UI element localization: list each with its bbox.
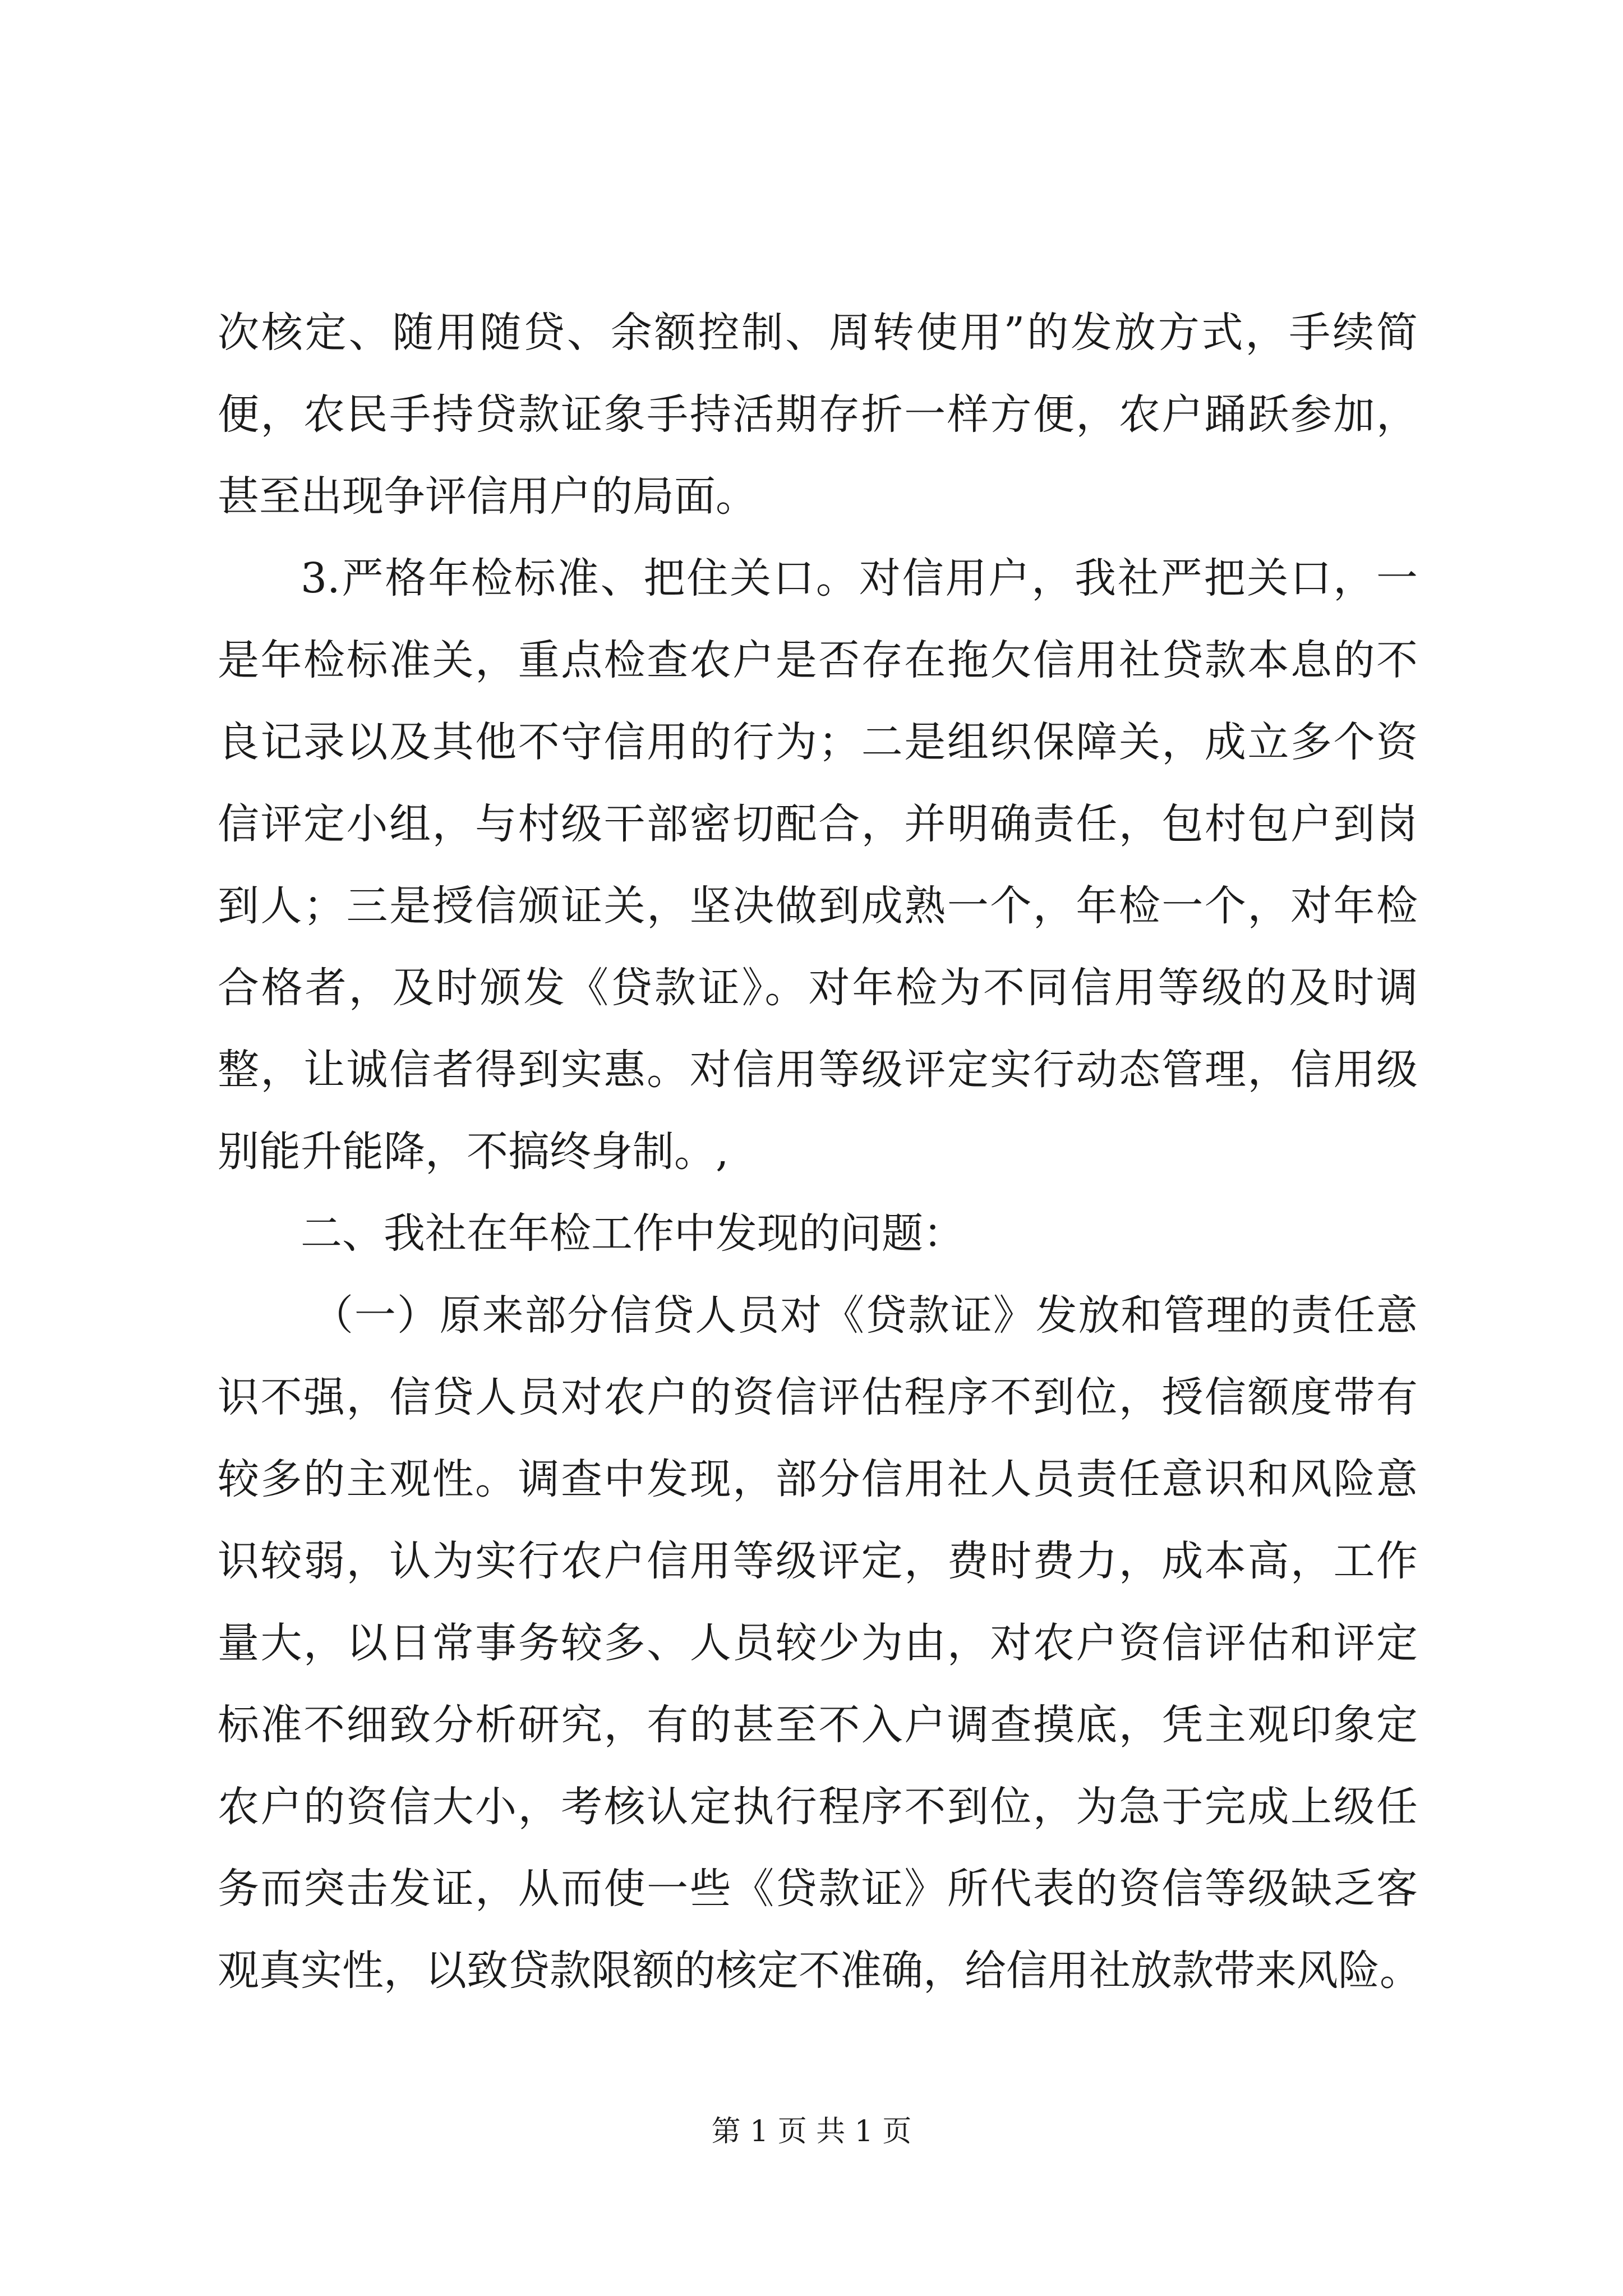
text-line: 信评定小组，与村级干部密切配合，并明确责任，包村包户到岗	[218, 800, 1418, 848]
text-line: 便，农民手持贷款证象手持活期存折一样方便，农户踊跃参加，	[218, 390, 1418, 439]
text-line: 是年检标准关，重点检查农户是否存在拖欠信用社贷款本息的不	[218, 636, 1418, 684]
text-line: 整，让诚信者得到实惠。对信用等级评定实行动态管理，信用级	[218, 1046, 1418, 1094]
text-line: 3.严格年检标准、把住关口。对信用户，我社严把关口，一	[301, 554, 1418, 602]
text-line: 农户的资信大小，考核认定执行程序不到位，为急于完成上级任	[218, 1783, 1418, 1831]
text-line: 次核定、随用随贷、余额控制、周转使用”的发放方式，手续简	[218, 309, 1418, 357]
text-line: 观真实性，以致贷款限额的核定不准确，给信用社放款带来风险。	[218, 1947, 1421, 1995]
text-line: 二、我社在年检工作中发现的问题：	[301, 1209, 965, 1258]
text-line: 到人；三是授信颁证关，坚决做到成熟一个，年检一个，对年检	[218, 882, 1418, 930]
text-line: 良记录以及其他不守信用的行为；二是组织保障关，成立多个资	[218, 718, 1418, 766]
text-line: 识较弱，认为实行农户信用等级评定，费时费力，成本高，工作	[218, 1537, 1418, 1585]
text-line: 别能升能降，不搞终身制。,	[218, 1128, 729, 1176]
text-line: 甚至出现争评信用户的局面。	[218, 472, 757, 521]
text-line: 务而突击发证，从而使一些《贷款证》所代表的资信等级缺乏客	[218, 1865, 1418, 1913]
text-line: 识不强，信贷人员对农户的资信评估程序不到位，授信额度带有	[218, 1373, 1418, 1421]
text-line: （一）原来部分信贷人员对《贷款证》发放和管理的责任意	[312, 1291, 1418, 1340]
page-footer: 第 1 页 共 1 页	[711, 2115, 912, 2148]
document-body	[218, 292, 1421, 2012]
text-line: 较多的主观性。调查中发现，部分信用社人员责任意识和风险意	[218, 1455, 1418, 1503]
text-line: 合格者，及时颁发《贷款证》。对年检为不同信用等级的及时调	[218, 964, 1418, 1012]
text-line: 量大，以日常事务较多、人员较少为由，对农户资信评估和评定	[218, 1619, 1418, 1667]
text-line: 标准不细致分析研究，有的甚至不入户调查摸底，凭主观印象定	[218, 1701, 1418, 1749]
